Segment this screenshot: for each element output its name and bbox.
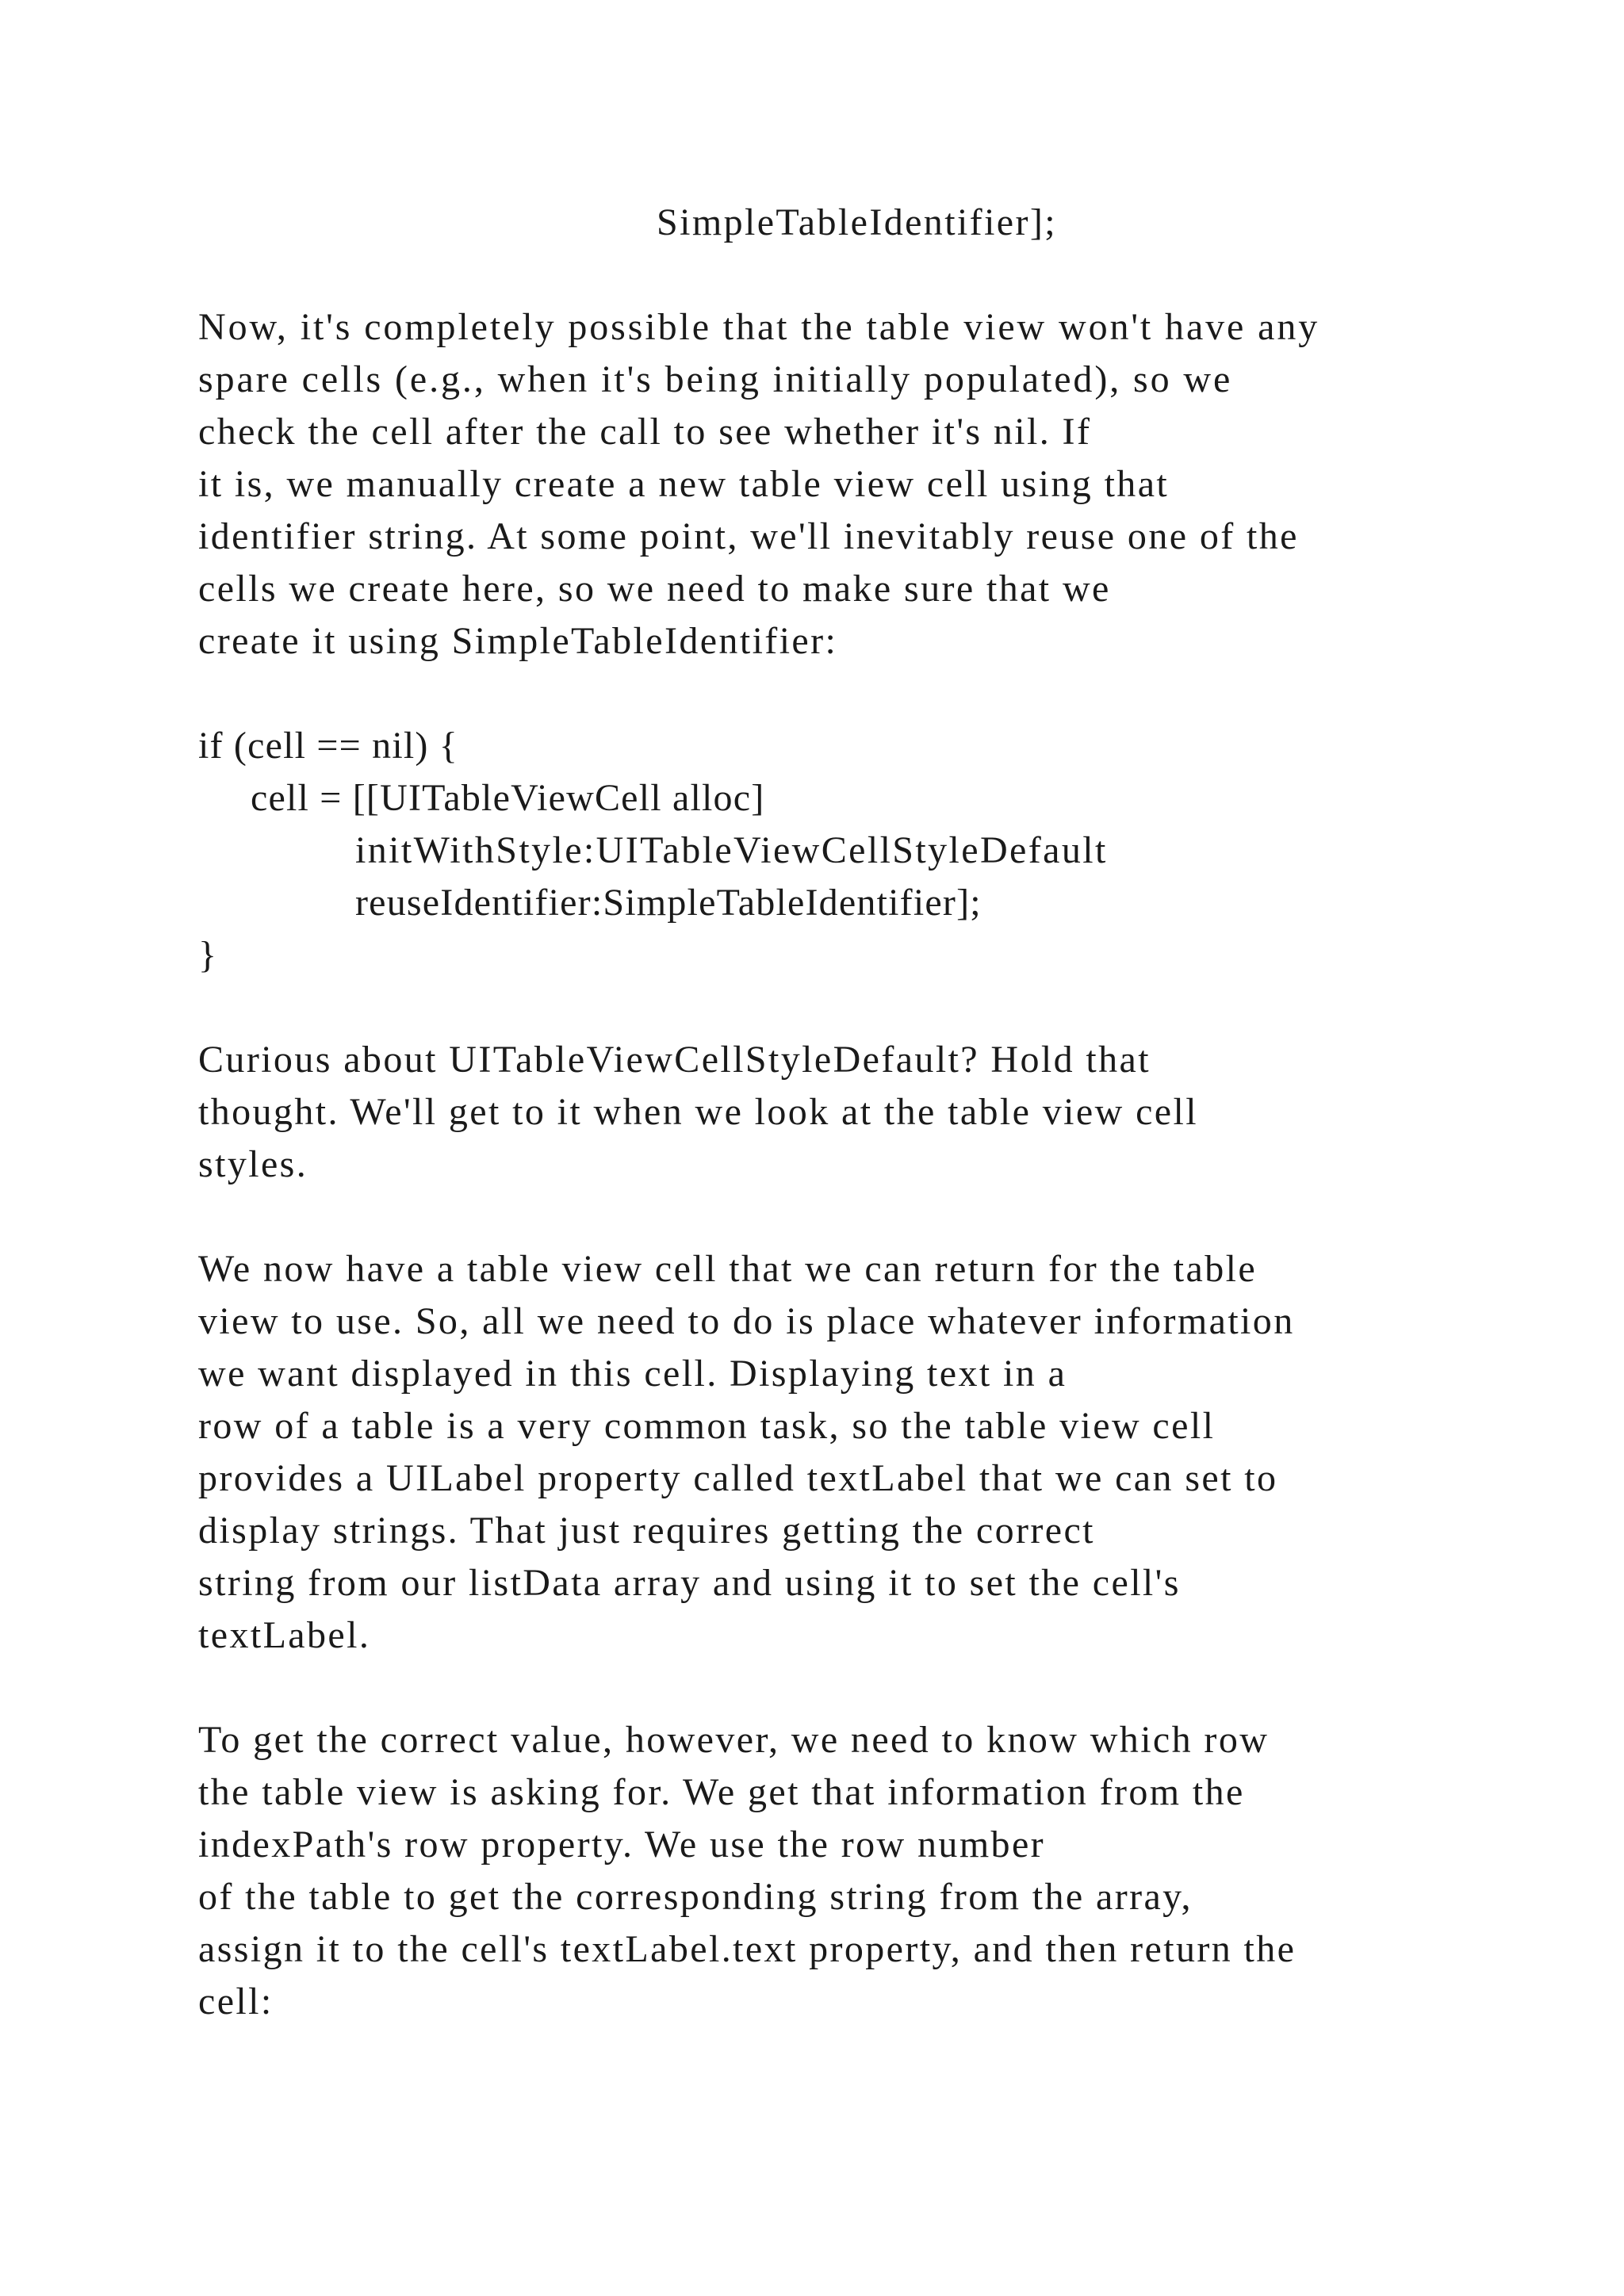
body-text-line: check the cell after the call to see whether it's nil. If: [198, 411, 1092, 453]
body-text-line: spare cells (e.g., when it's being initially populated), so we: [198, 358, 1233, 400]
code-line: }: [198, 934, 218, 976]
body-text-line: Now, it's completely possible that the table view won't have any: [198, 306, 1320, 348]
body-text-line: styles.: [198, 1143, 308, 1185]
body-text-line: cell:: [198, 1980, 274, 2022]
body-text-line: string from our listData array and using it to set the cell's: [198, 1562, 1181, 1604]
body-text-line: it is, we manually create a new table view cell using that: [198, 463, 1170, 505]
body-text-line: indexPath's row property. We use the row number: [198, 1823, 1046, 1866]
body-text-line: create it using SimpleTableIdentifier:: [198, 620, 838, 662]
body-text-line: assign it to the cell's textLabel.text property, and then return the: [198, 1928, 1297, 1970]
body-text-line: textLabel.: [198, 1614, 371, 1656]
code-line: cell = [[UITableViewCell alloc]: [251, 777, 765, 819]
body-text-line: To get the correct value, however, we need to know which row: [198, 1719, 1270, 1761]
code-continuation-line: SimpleTableIdentifier];: [657, 201, 1058, 243]
code-line: initWithStyle:UITableViewCellStyleDefault: [355, 829, 1108, 871]
body-text-line: we want displayed in this cell. Displaying text in a: [198, 1353, 1067, 1395]
code-line: if (cell == nil) {: [198, 725, 459, 767]
body-text-line: the table view is asking for. We get that information from the: [198, 1771, 1245, 1813]
body-text-line: cells we create here, so we need to make sure that we: [198, 568, 1111, 610]
body-text-line: provides a UILabel property called textLabel that we can set to: [198, 1457, 1278, 1499]
body-text-line: display strings. That just requires getting the correct: [198, 1510, 1095, 1552]
body-text-line: identifier string. At some point, we'll inevitably reuse one of the: [198, 515, 1299, 557]
code-line: reuseIdentifier:SimpleTableIdentifier];: [355, 882, 982, 924]
body-text-line: row of a table is a very common task, so the table view cell: [198, 1405, 1216, 1447]
body-text-line: thought. We'll get to it when we look at the table view cell: [198, 1091, 1198, 1133]
body-text-line: view to use. So, all we need to do is place whatever information: [198, 1300, 1295, 1342]
body-text-line: Curious about UITableViewCellStyleDefault? Hold that: [198, 1039, 1151, 1081]
body-text-line: We now have a table view cell that we can return for the table: [198, 1248, 1258, 1290]
body-text-line: of the table to get the corresponding string from the array,: [198, 1876, 1193, 1918]
